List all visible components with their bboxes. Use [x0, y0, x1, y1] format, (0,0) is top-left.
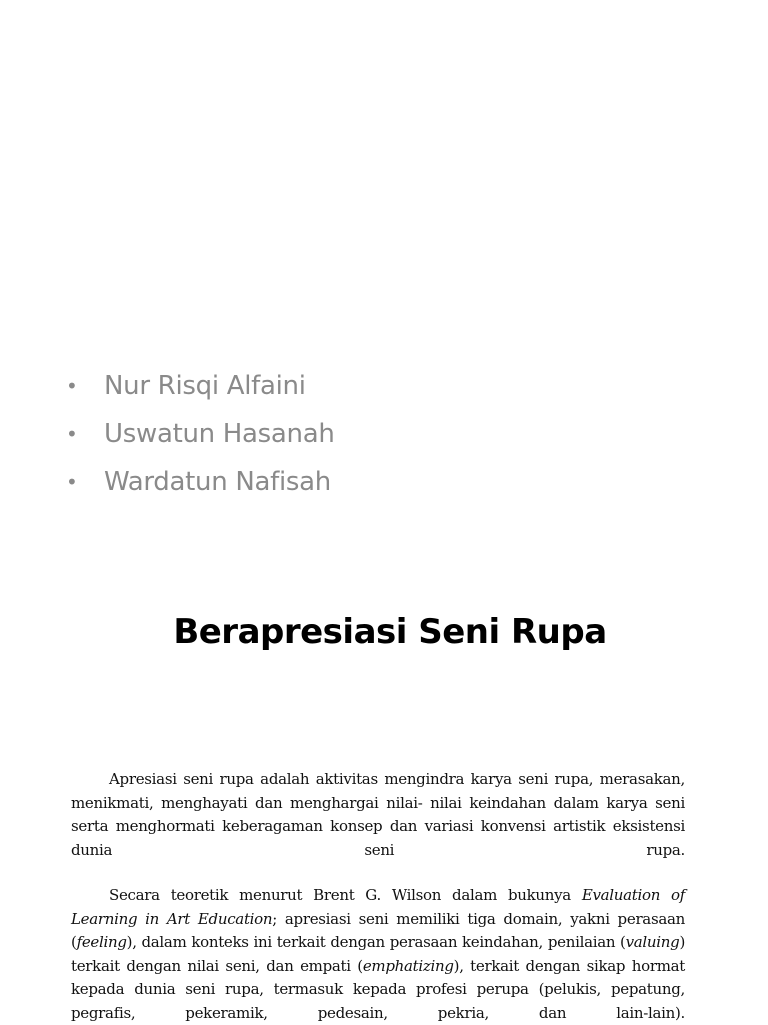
- author-name: Wardatun Nafisah: [104, 467, 331, 497]
- paragraph-text: ), dalam konteks ini terkait dengan perasaan keindahan, penilaian (: [126, 933, 626, 951]
- term-emphatizing: emphatizing: [362, 956, 454, 975]
- paragraph-text: Secara teoretik menurut Brent G. Wilson dalam bukunya: [109, 886, 582, 904]
- paragraph-theory: [71, 884, 685, 1025]
- paragraph-text: ; apresiasi seni memiliki tiga domain, yakni perasaan (: [71, 909, 685, 951]
- page-title: Berapresiasi Seni Rupa: [173, 612, 607, 652]
- paragraph-text: ), terkait dengan sikap hormat kepada dunia seni rupa, termasuk kepada profesi perupa (pelukis, pepatung, pegrafis, pekeramik, pedesain, pekria, dan lain-lain).: [71, 956, 686, 1022]
- author-name: Nur Risqi Alfaini: [104, 371, 306, 401]
- bullet-icon: •: [66, 422, 78, 446]
- author-item: [66, 458, 335, 506]
- book-title: Evaluation of Learning in Art Education: [71, 886, 685, 928]
- author-name: Uswatun Hasanah: [104, 419, 335, 449]
- term-feeling: feeling: [76, 933, 127, 951]
- author-item: [66, 410, 335, 458]
- bullet-icon: •: [66, 470, 78, 494]
- author-list: [66, 362, 335, 506]
- paragraph-text: ) terkait dengan nilai seni, dan empati (: [71, 933, 685, 975]
- author-item: [66, 362, 335, 410]
- term-valuing: valuing: [625, 933, 680, 951]
- bullet-icon: •: [66, 374, 78, 398]
- paragraph-text: Apresiasi seni rupa adalah aktivitas mengindra karya seni rupa, merasakan, menikmati, menghayati dan menghargai nilai- nilai keindahan dalam karya seni serta menghormati keberagaman konsep dan variasi konvensi artistik eksistensi dunia seni rupa.: [71, 770, 685, 859]
- paragraph-definition: [71, 768, 685, 862]
